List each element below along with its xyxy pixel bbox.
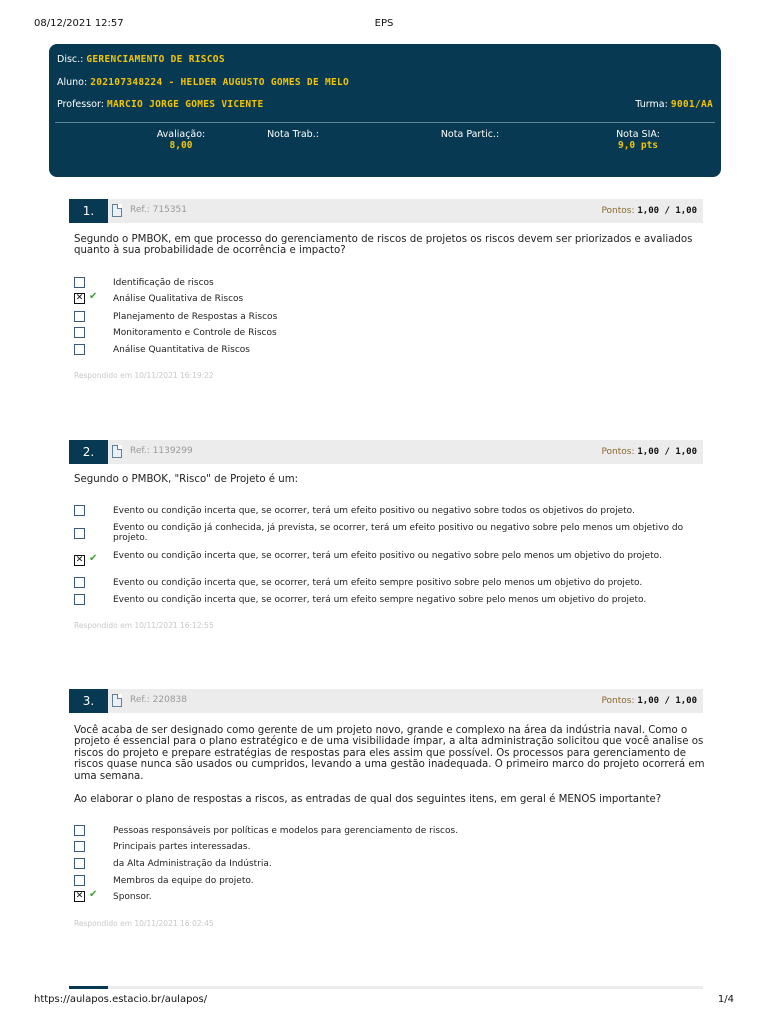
option-checkbox[interactable] bbox=[74, 277, 85, 288]
class-label: Turma: bbox=[635, 99, 668, 110]
option-checkbox[interactable] bbox=[74, 825, 85, 836]
option-checkbox[interactable] bbox=[74, 505, 85, 516]
question-3-prompt: Ao elaborar o plano de respostas a riscos, as entradas de qual dos seguintes itens, em geral é MENOS importante? bbox=[74, 794, 662, 805]
question-ref: Ref.: 715351 bbox=[130, 205, 188, 215]
option-checkbox[interactable] bbox=[74, 594, 85, 605]
professor-row bbox=[57, 99, 713, 110]
question-ref: Ref.: 220838 bbox=[130, 695, 188, 705]
question-3-text: Você acaba de ser designado como gerente de um projeto novo, grande e complexo na área da indústria naval. Como o projeto é essencial para o plano estratégico e de uma visibilidade ímpar, a alta administração solicitou que você analise os riscos do projeto e prepare estratégias de respostas para eles assim que possível. Os processos para gerenciamento de riscos quase nunca são usados ou cumpridos, levando a uma gestão inadequada. O primeiro marco do projeto ocorrerá em uma semana. bbox=[74, 725, 705, 782]
grade-avaliacao-value: 8,00 bbox=[169, 140, 193, 151]
points-label: Pontos: bbox=[601, 206, 635, 216]
print-page-number: 1/4 bbox=[717, 994, 734, 1005]
option-text: Evento ou condição incerta que, se ocorrer, terá um efeito sempre positivo sobre pelo menos um objetivo do projeto. bbox=[113, 578, 643, 588]
grade-nota-sia bbox=[578, 129, 698, 151]
question-number: 2. bbox=[69, 440, 108, 464]
document-icon[interactable] bbox=[112, 445, 122, 458]
discipline-value: GERENCIAMENTO DE RISCOS bbox=[86, 54, 225, 65]
option-text: Membros da equipe do projeto. bbox=[113, 876, 254, 886]
question-1-answered-time: Respondido em 10/11/2021 16:19:22 bbox=[74, 371, 214, 380]
class-group bbox=[635, 99, 713, 110]
next-question-header-stub bbox=[69, 986, 703, 989]
option-checkbox[interactable] bbox=[74, 841, 85, 852]
course-info-panel bbox=[49, 44, 721, 177]
question-points bbox=[601, 447, 697, 457]
points-value: 1,00 / 1,00 bbox=[637, 206, 697, 216]
professor-value: MARCIO JORGE GOMES VICENTE bbox=[106, 99, 264, 110]
option-text: Principais partes interessadas. bbox=[113, 842, 251, 852]
option-text: Análise Qualitativa de Riscos bbox=[113, 294, 244, 304]
question-points bbox=[601, 206, 697, 216]
grade-nota-partic bbox=[410, 129, 530, 140]
question-1-text: Segundo o PMBOK, em que processo do gerenciamento de riscos de projetos os riscos devem ser priorizados e avaliados quanto à sua probabilidade de ocorrência e impacto? bbox=[74, 234, 693, 257]
grade-nota-sia-label: Nota SIA: bbox=[616, 129, 660, 140]
option-checkbox[interactable] bbox=[74, 344, 85, 355]
professor-label: Professor: bbox=[57, 99, 104, 110]
question-3-header bbox=[69, 689, 703, 713]
option-text: Análise Quantitativa de Riscos bbox=[113, 345, 250, 355]
option-text: Identificação de riscos bbox=[113, 278, 214, 288]
points-label: Pontos: bbox=[601, 696, 635, 706]
document-icon[interactable] bbox=[112, 694, 122, 707]
question-2-text: Segundo o PMBOK, "Risco" de Projeto é um: bbox=[74, 474, 299, 485]
student-label: Aluno: bbox=[57, 77, 88, 88]
option-checkbox-checked[interactable] bbox=[74, 293, 85, 304]
option-text: da Alta Administração da Indústria. bbox=[113, 859, 272, 869]
question-points bbox=[601, 696, 697, 706]
grade-nota-trab-label: Nota Trab.: bbox=[267, 129, 319, 140]
option-checkbox-checked[interactable] bbox=[74, 555, 85, 566]
grade-avaliacao bbox=[121, 129, 241, 151]
correct-check-icon: ✔ bbox=[89, 291, 98, 302]
correct-check-icon: ✔ bbox=[89, 553, 98, 564]
document-icon[interactable] bbox=[112, 204, 122, 217]
question-number: 3. bbox=[69, 689, 108, 713]
student-row bbox=[57, 77, 713, 88]
question-2-header bbox=[69, 440, 703, 464]
option-checkbox[interactable] bbox=[74, 875, 85, 886]
student-value: 202107348224 - HELDER AUGUSTO GOMES DE MELO bbox=[90, 77, 350, 88]
option-text: Monitoramento e Controle de Riscos bbox=[113, 328, 277, 338]
discipline-label: Disc.: bbox=[57, 54, 84, 65]
option-text: Pessoas responsáveis por políticas e modelos para gerenciamento de riscos. bbox=[113, 826, 459, 836]
points-value: 1,00 / 1,00 bbox=[637, 696, 697, 706]
class-value: 9001/AA bbox=[670, 99, 713, 110]
option-checkbox[interactable] bbox=[74, 528, 85, 539]
option-text: Evento ou condição incerta que, se ocorrer, terá um efeito positivo ou negativo sobre pelo menos um objetivo do projeto. bbox=[113, 551, 662, 561]
grade-avaliacao-label: Avaliação: bbox=[156, 129, 206, 140]
option-text: Evento ou condição já conhecida, já prevista, se ocorrer, terá um efeito positivo ou negativo sobre pelo menos um objetivo do projeto. bbox=[113, 523, 684, 543]
grade-nota-sia-value: 9,0 pts bbox=[617, 140, 659, 151]
option-text: Evento ou condição incerta que, se ocorrer, terá um efeito sempre negativo sobre pelo menos um objetivo do projeto. bbox=[113, 595, 647, 605]
question-ref: Ref.: 1139299 bbox=[130, 446, 193, 456]
option-text: Sponsor. bbox=[113, 892, 152, 902]
question-1-header bbox=[69, 199, 703, 223]
option-text: Planejamento de Respostas a Riscos bbox=[113, 312, 278, 322]
grade-nota-trab bbox=[233, 129, 353, 140]
option-text: Evento ou condição incerta que, se ocorrer, terá um efeito positivo ou negativo sobre todos os objetivos do projeto. bbox=[113, 506, 635, 516]
option-checkbox[interactable] bbox=[74, 311, 85, 322]
info-divider bbox=[55, 122, 715, 123]
question-2-answered-time: Respondido em 10/11/2021 16:12:55 bbox=[74, 621, 214, 630]
discipline-row bbox=[57, 54, 713, 65]
question-number: 1. bbox=[69, 199, 108, 223]
grade-nota-partic-label: Nota Partic.: bbox=[440, 129, 500, 140]
correct-check-icon: ✔ bbox=[89, 889, 98, 900]
option-checkbox[interactable] bbox=[74, 327, 85, 338]
print-url: https://aulapos.estacio.br/aulapos/ bbox=[34, 994, 208, 1005]
option-checkbox[interactable] bbox=[74, 858, 85, 869]
points-value: 1,00 / 1,00 bbox=[637, 447, 697, 457]
points-label: Pontos: bbox=[601, 447, 635, 457]
print-title: EPS bbox=[374, 18, 394, 29]
print-datetime: 08/12/2021 12:57 bbox=[34, 18, 124, 29]
option-checkbox-checked[interactable] bbox=[74, 891, 85, 902]
question-3-answered-time: Respondido em 10/11/2021 16:02:45 bbox=[74, 919, 214, 928]
option-checkbox[interactable] bbox=[74, 577, 85, 588]
